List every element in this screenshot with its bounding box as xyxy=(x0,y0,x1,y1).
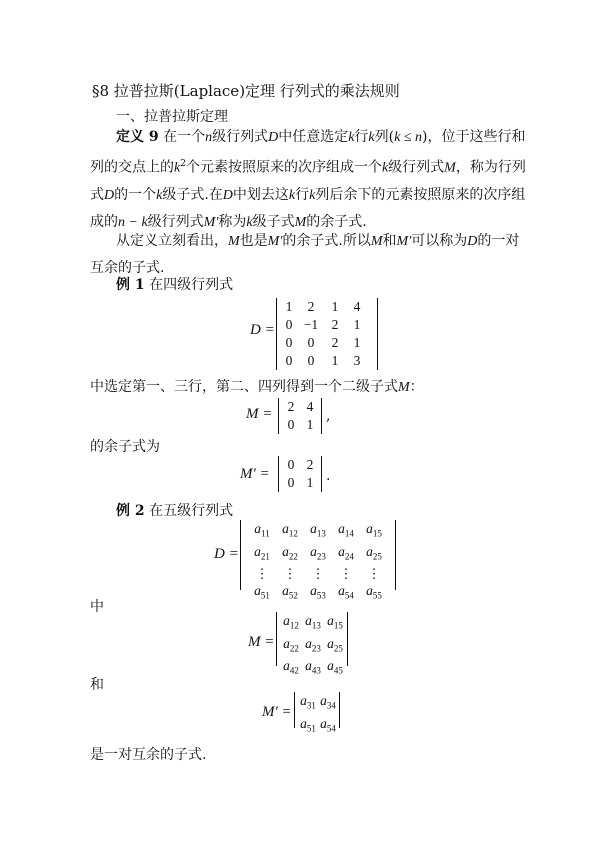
example1-Mp-label: M′ = xyxy=(240,466,270,482)
section-title: §8 拉普拉斯(Laplace)定理 行列式的乘法规则 xyxy=(92,82,400,100)
example2-D-entry-r1c1: $a_{11}$ xyxy=(254,521,270,539)
example1-M-entry-r2c2: 1 xyxy=(306,417,314,432)
example1-Mp-entry-r2c2: 1 xyxy=(306,475,314,490)
example2-D-entry-r2c2: $a_{22}$ xyxy=(282,543,298,562)
example2-D-entry-r1c3: $a_{13}$ xyxy=(310,521,326,539)
example2-D-label: D = xyxy=(214,546,239,562)
example1-D-entry-r2c1: 0 xyxy=(285,317,293,332)
example1-D-label: D = xyxy=(250,322,275,338)
example2-D-entry-r4c3: $a_{53}$ xyxy=(310,583,326,602)
example2-D-entry-r3c3: ⋮ xyxy=(311,566,325,582)
example1-M-entry-r1c1: 2 xyxy=(287,399,295,414)
example1-Mp-entry-r2c1: 0 xyxy=(287,475,295,490)
example2-D-entry-r3c4: ⋮ xyxy=(339,566,353,582)
example2-M-entry-r1c3: $a_{15}$ xyxy=(327,613,343,631)
example2-M-entry-r2c3: $a_{25}$ xyxy=(327,635,343,654)
example1-D-entry-r4c3: 1 xyxy=(331,353,339,368)
example2-M-entry-r2c1: $a_{22}$ xyxy=(283,635,299,654)
example1-M-entry-r1c2: 4 xyxy=(306,399,314,414)
example1-D-entry-r4c1: 0 xyxy=(285,353,293,368)
example2-D-entry-r2c4: $a_{24}$ xyxy=(338,543,354,562)
example2-D-entry-r4c5: $a_{55}$ xyxy=(366,583,382,602)
example2-M-label: M = xyxy=(248,634,275,650)
example2-D-entry-r1c2: $a_{12}$ xyxy=(282,521,298,539)
example2-M-entry-r1c2: $a_{13}$ xyxy=(305,613,321,631)
example1-D-entry-r1c3: 1 xyxy=(331,299,339,314)
example1-D-entry-r3c2: 0 xyxy=(307,335,315,350)
example1-D-entry-r3c4: 1 xyxy=(353,335,361,350)
example2-M-entry-r3c2: $a_{43}$ xyxy=(305,658,321,677)
example1-select-text: 中选定第一、三行，第二、四列得到一个二级子式M： xyxy=(90,379,424,395)
example2-D-entry-r3c2: ⋮ xyxy=(283,566,297,582)
example2-heading: 例 2 在五级行列式 xyxy=(116,503,234,519)
example1-D-entry-r1c4: 4 xyxy=(353,299,361,314)
subsection-title: 一、拉普拉斯定理 xyxy=(116,109,228,125)
example2-D-entry-r2c3: $a_{23}$ xyxy=(310,543,326,562)
example1-D-entry-r4c2: 0 xyxy=(307,353,315,368)
example2-Mp-entry-r2c2: $a_{54}$ xyxy=(320,715,336,734)
example2-Mp-entry-r2c1: $a_{51}$ xyxy=(300,715,316,734)
example2-M-entry-r3c1: $a_{42}$ xyxy=(283,658,299,677)
example2-M-entry-r2c2: $a_{23}$ xyxy=(305,635,321,654)
example2-D-entry-r3c1: ⋮ xyxy=(255,566,269,582)
example2-D-entry-r3c5: ⋮ xyxy=(367,566,381,582)
example2-M-entry-r3c3: $a_{45}$ xyxy=(327,658,343,677)
example1-D-entry-r4c4: 3 xyxy=(353,353,361,368)
example2-D-entry-r2c1: $a_{21}$ xyxy=(254,543,270,562)
example1-D-entry-r2c3: 2 xyxy=(331,317,339,332)
example1-M-label: M = xyxy=(246,406,273,422)
example1-Mp-entry-r1c2: 2 xyxy=(306,457,314,472)
example1-D-entry-r1c1: 1 xyxy=(285,299,293,314)
example2-Mp-entry-r1c1: $a_{31}$ xyxy=(300,693,316,711)
example1-cofactor-text: 的余子式为 xyxy=(90,439,160,455)
example2-in-text: 中 xyxy=(90,599,104,615)
example1-M-entry-r2c1: 0 xyxy=(287,417,295,432)
example1-D-entry-r3c1: 0 xyxy=(285,335,293,350)
example2-D-entry-r1c5: $a_{15}$ xyxy=(366,521,382,539)
example1-Mp-entry-r1c1: 0 xyxy=(287,457,295,472)
example2-D-entry-r4c4: $a_{54}$ xyxy=(338,583,354,602)
example1-D-entry-r2c2: −1 xyxy=(303,317,319,332)
example1-D-entry-r3c3: 2 xyxy=(331,335,339,350)
example2-Mp-label: M′ = xyxy=(262,704,292,720)
example2-conclusion: 是一对互余的子式. xyxy=(90,747,207,763)
example2-M-entry-r1c1: $a_{12}$ xyxy=(283,613,299,631)
example2-D-entry-r1c4: $a_{14}$ xyxy=(338,521,354,539)
example2-D-entry-r4c2: $a_{52}$ xyxy=(282,583,298,602)
definition-paragraph: 定义 9 在一个n级行列式D中任意选定k行k列(k ≤ n)，位于这些行和列的交点上的$k^2$个元素按照原来的次序组成一个k级行列式M，称为行列式D的一个k级子式.在D中划去这k行k列后余下的元素按照原来的次序组成的n − k级行列式M′称为k级子式M的余子式. xyxy=(90,129,526,230)
example2-D-entry-r4c1: $a_{51}$ xyxy=(254,583,270,602)
remark-paragraph: 从定义立刻看出，M也是M′的余子式.所以M和M′可以称为D的一对互余的子式. xyxy=(90,233,520,276)
example1-D-entry-r1c2: 2 xyxy=(307,299,315,314)
example1-heading: 例 1 在四级行列式 xyxy=(116,277,234,293)
example2-Mp-entry-r1c2: $a_{34}$ xyxy=(320,693,336,711)
example1-D-entry-r2c4: 1 xyxy=(353,317,361,332)
example2-and-text: 和 xyxy=(90,677,104,693)
example2-D-entry-r2c5: $a_{25}$ xyxy=(366,543,382,562)
